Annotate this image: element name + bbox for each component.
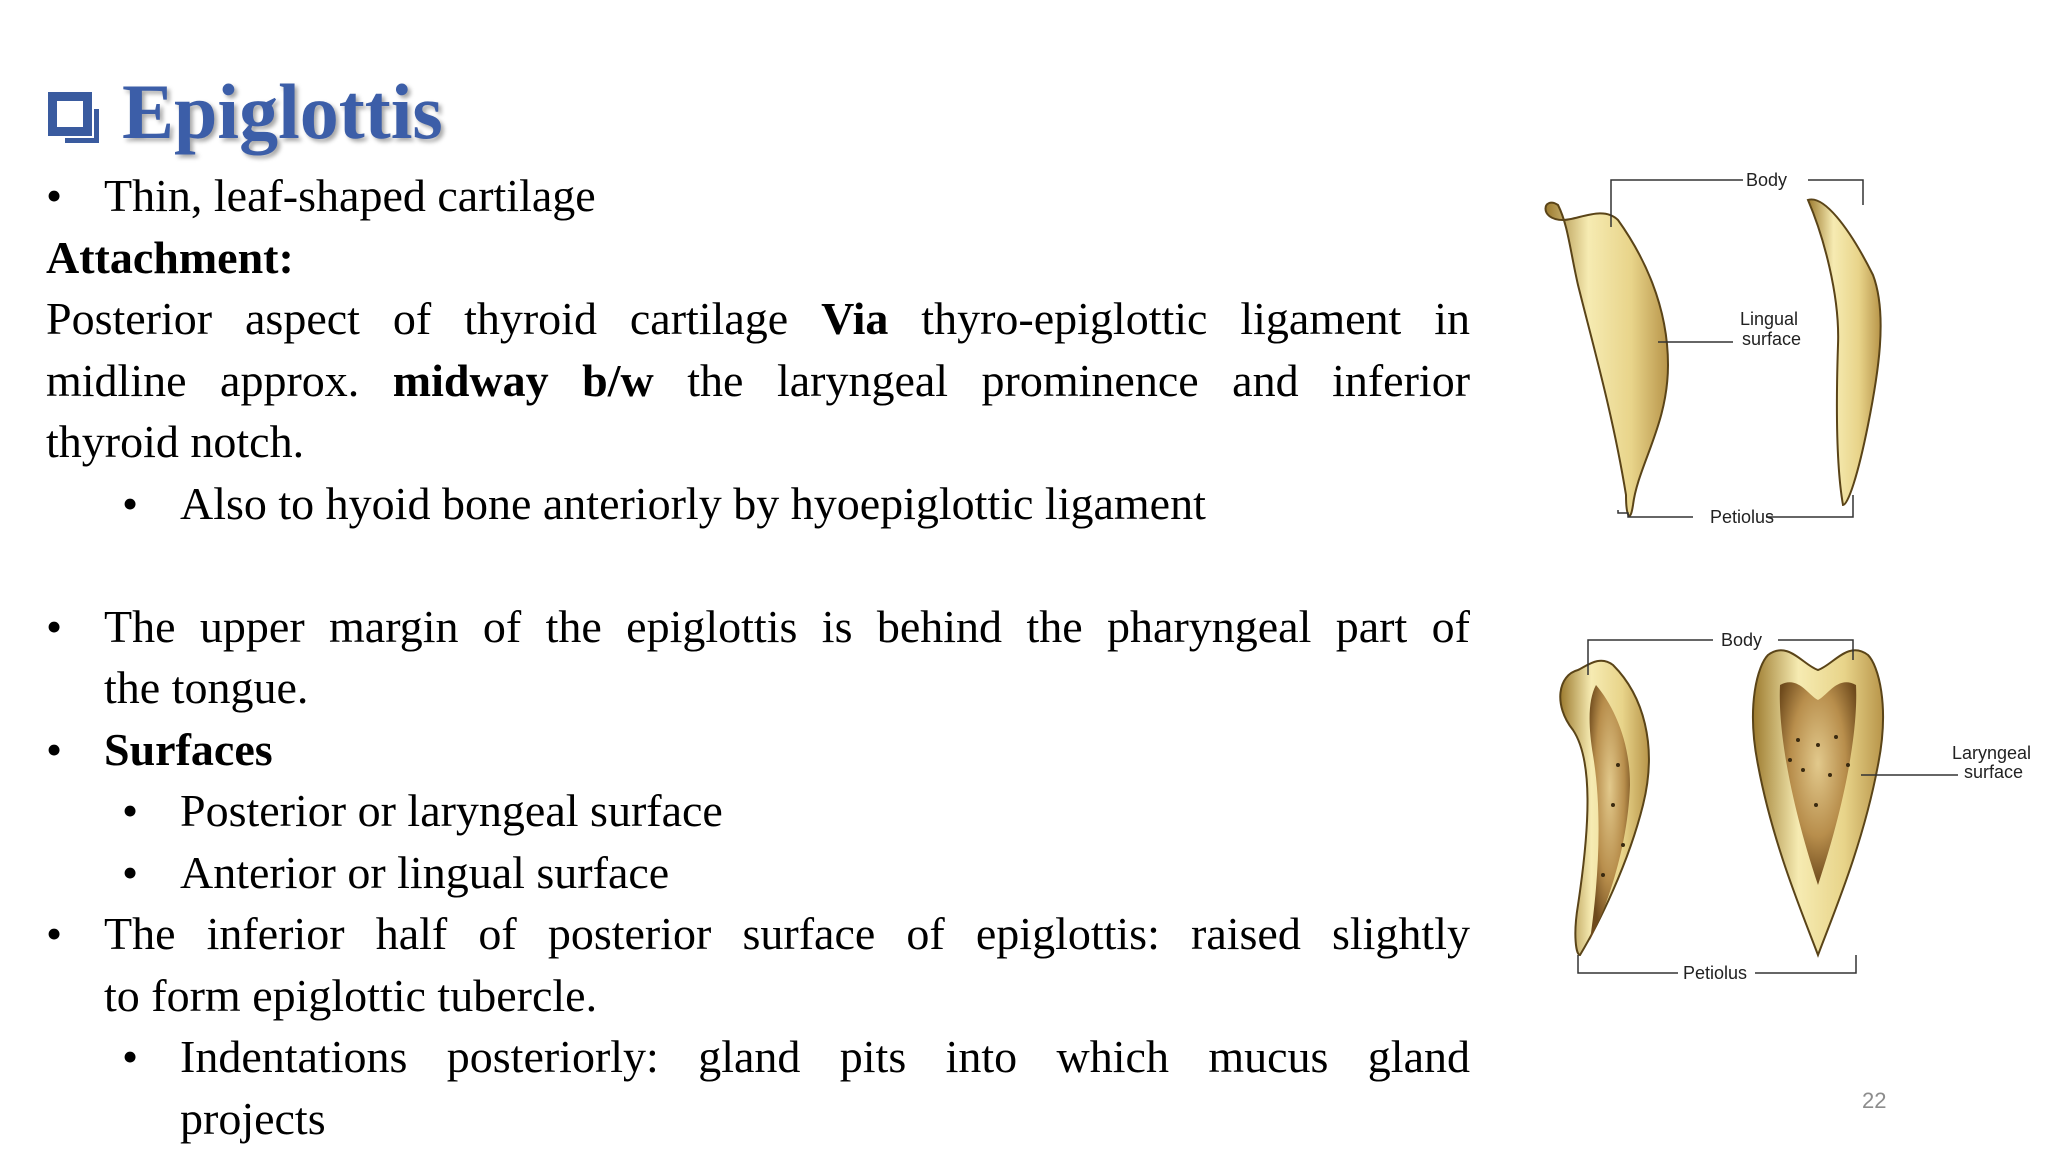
paragraph-line (46, 288, 1470, 350)
bullet-glyph: • (122, 477, 139, 529)
paragraph-line: thyroid notch. (46, 416, 305, 467)
label-petiolus-bottom: Petiolus (1683, 963, 1748, 983)
text-run: thyro-epiglottic ligament in (921, 293, 1470, 344)
label-laryngeal-line2: surface (1964, 762, 2024, 782)
sub-bullet-item (46, 780, 1470, 842)
spacer (46, 534, 1470, 596)
sub-bullet-item (46, 473, 1470, 535)
bullet-continuation: the tongue. (104, 662, 309, 713)
bullet-item (46, 596, 1470, 658)
sub-bullet-item (46, 1026, 1470, 1088)
bullet-text: Also to hyoid bone anteriorly by hyoepiglottic ligament (180, 477, 1206, 529)
bullet-glyph: • (122, 846, 139, 898)
bullet-text: Anterior or lingual surface (180, 846, 670, 898)
bullet-text: Thin, leaf-shaped cartilage (104, 170, 596, 221)
bullet-glyph: • (46, 723, 63, 775)
bullet-glyph: • (46, 908, 63, 959)
sub-bullet-item (46, 842, 1470, 904)
bullet-glyph: • (46, 600, 63, 652)
bullet-text: Posterior or laryngeal surface (180, 785, 723, 836)
slide-title (48, 62, 443, 162)
page-number: 22 (1862, 1088, 1887, 1113)
text-run-bold: Via (821, 293, 889, 344)
label-lingual-line2: surface (1742, 329, 1802, 349)
slide-body (46, 165, 1470, 1149)
bullet-item (46, 165, 1470, 227)
bullet-item (46, 903, 1470, 965)
text-run-bold: midway b/w (392, 354, 654, 406)
bullet-continuation: to form epiglottic tubercle. (104, 969, 598, 1021)
text-run: the laryngeal prominence and inferior (687, 354, 1471, 406)
bullet-text: Surfaces (104, 723, 273, 775)
bullet-continuation: projects (180, 1092, 326, 1144)
bullet-text: The inferior half of posterior surface of epiglottis: raised slightly (104, 908, 1470, 959)
bullet-text: The upper margin of the epiglottis is behind the pharyngeal part of (104, 600, 1470, 652)
text-run: Posterior aspect of thyroid cartilage (46, 293, 789, 344)
epiglottis-lateral-view (1546, 203, 1669, 516)
text-run: midline approx. (46, 354, 360, 406)
label-petiolus-top: Petiolus (1710, 507, 1775, 527)
label-lingual-line1: Lingual (1740, 309, 1799, 329)
checkbox-square-icon (48, 92, 92, 136)
title-text: Epiglottis (122, 68, 443, 155)
bullet-item (46, 719, 1470, 781)
attachment-heading: Attachment: (46, 231, 294, 283)
bullet-glyph: • (46, 170, 63, 221)
label-body-top: Body (1746, 170, 1788, 190)
epiglottis-posterior-view (1753, 650, 1883, 955)
label-laryngeal-line1: Laryngeal (1952, 743, 2032, 763)
paragraph-line (46, 350, 1470, 412)
bullet-glyph: • (122, 785, 139, 836)
label-body-bottom: Body (1721, 630, 1763, 650)
epiglottis-section-view (1560, 661, 1649, 955)
epiglottis-figure (1518, 165, 2048, 995)
bullet-text: Indentations posteriorly: gland pits into which mucus gland (180, 1031, 1470, 1082)
bullet-glyph: • (122, 1031, 139, 1082)
epiglottis-lingual-view (1808, 199, 1881, 505)
